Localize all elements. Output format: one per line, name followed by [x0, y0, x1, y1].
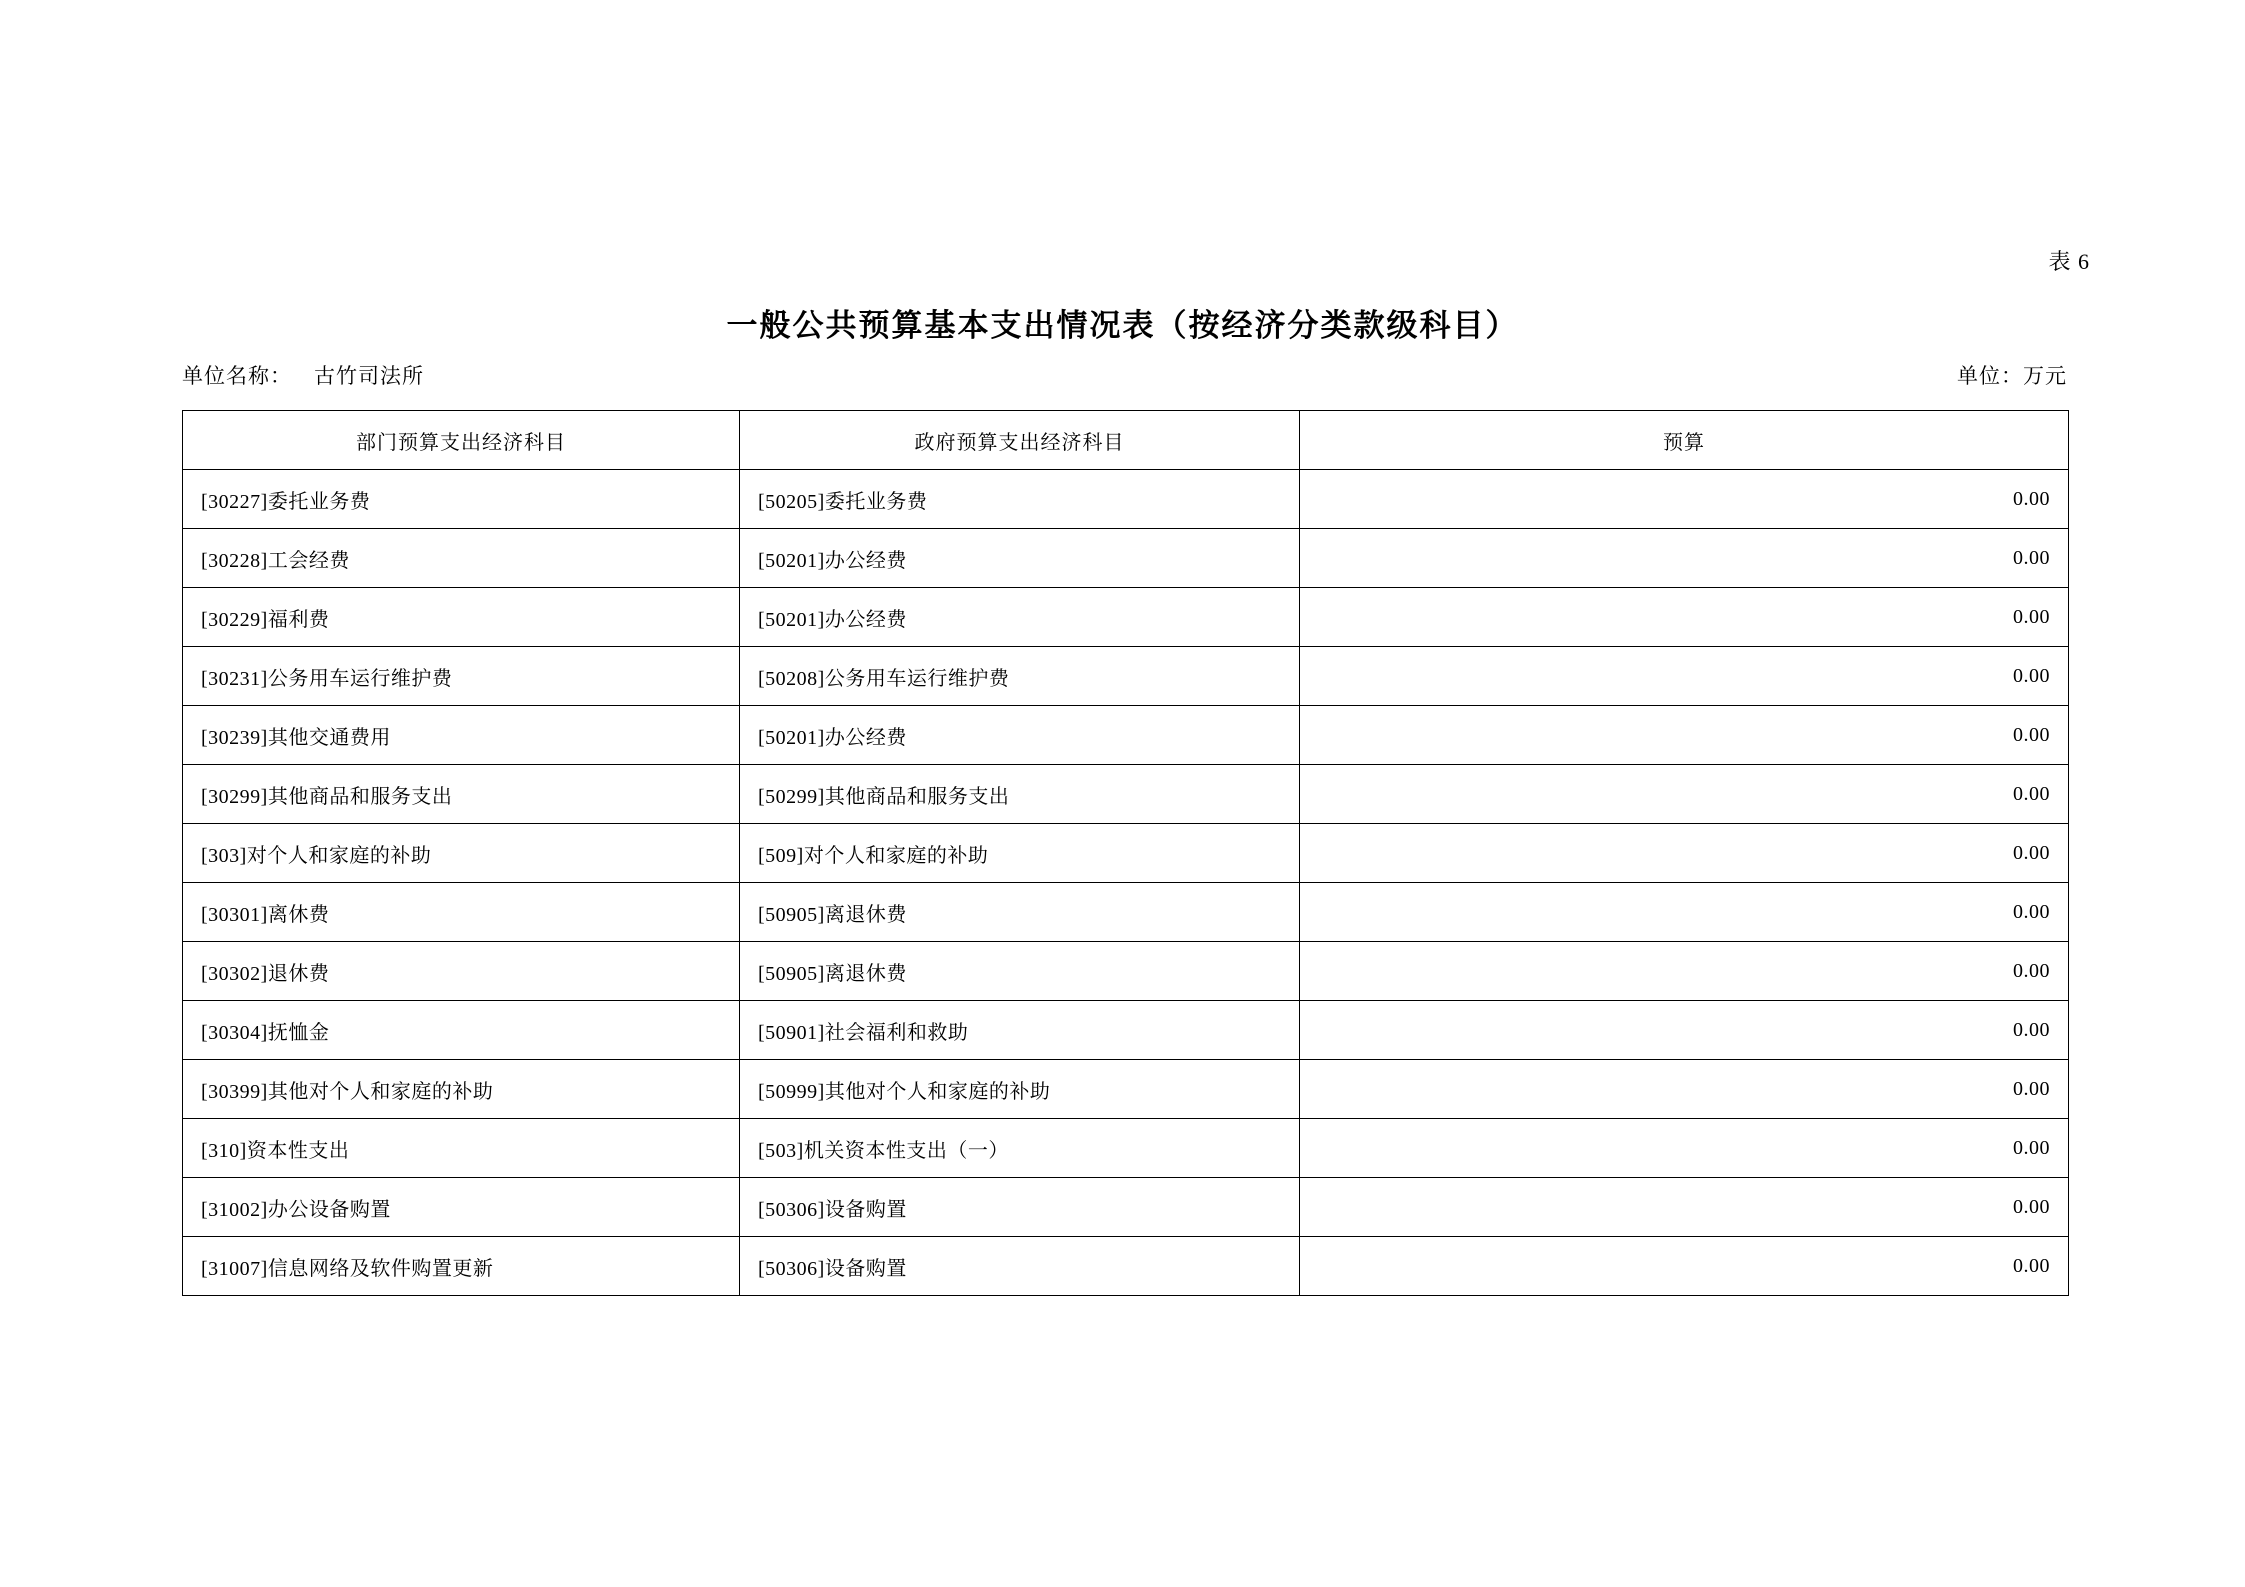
cell-gov-subject: [50299]其他商品和服务支出	[740, 765, 1300, 824]
table-row	[183, 1178, 2069, 1237]
cell-budget-amount: 0.00	[1300, 942, 2069, 1001]
table-row	[183, 765, 2069, 824]
cell-budget-amount: 0.00	[1300, 647, 2069, 706]
cell-dept-subject: [30304]抚恤金	[183, 1001, 740, 1060]
cell-gov-subject: [50999]其他对个人和家庭的补助	[740, 1060, 1300, 1119]
document-meta	[182, 360, 2067, 390]
sheet-label: 表 6	[2048, 249, 2090, 274]
cell-budget-amount: 0.00	[1300, 1237, 2069, 1296]
cell-gov-subject: [503]机关资本性支出（一）	[740, 1119, 1300, 1178]
column-header-budget: 预算	[1300, 411, 2069, 470]
cell-budget-amount: 0.00	[1300, 529, 2069, 588]
table-row	[183, 1060, 2069, 1119]
table-header-row	[183, 411, 2069, 470]
table-row	[183, 824, 2069, 883]
cell-dept-subject: [30227]委托业务费	[183, 470, 740, 529]
cell-dept-subject: [30299]其他商品和服务支出	[183, 765, 740, 824]
table-row	[183, 942, 2069, 1001]
cell-gov-subject: [50201]办公经费	[740, 529, 1300, 588]
cell-gov-subject: [50208]公务用车运行维护费	[740, 647, 1300, 706]
unit-name-label: 单位名称：	[182, 364, 292, 388]
table-row	[183, 883, 2069, 942]
cell-dept-subject: [30301]离休费	[183, 883, 740, 942]
table-row	[183, 529, 2069, 588]
table-row	[183, 647, 2069, 706]
cell-dept-subject: [30231]公务用车运行维护费	[183, 647, 740, 706]
budget-table	[182, 410, 2069, 1296]
cell-budget-amount: 0.00	[1300, 470, 2069, 529]
cell-gov-subject: [50306]设备购置	[740, 1237, 1300, 1296]
column-header-gov: 政府预算支出经济科目	[740, 411, 1300, 470]
table-row	[183, 1119, 2069, 1178]
cell-budget-amount: 0.00	[1300, 706, 2069, 765]
cell-gov-subject: [50905]离退休费	[740, 942, 1300, 1001]
page-title: 一般公共预算基本支出情况表（按经济分类款级科目）	[726, 308, 1519, 343]
cell-gov-subject: [50201]办公经费	[740, 588, 1300, 647]
unit-name	[182, 360, 424, 390]
cell-gov-subject: [509]对个人和家庭的补助	[740, 824, 1300, 883]
cell-gov-subject: [50306]设备购置	[740, 1178, 1300, 1237]
cell-budget-amount: 0.00	[1300, 1060, 2069, 1119]
cell-dept-subject: [30302]退休费	[183, 942, 740, 1001]
cell-dept-subject: [31007]信息网络及软件购置更新	[183, 1237, 740, 1296]
unit-name-value: 古竹司法所	[314, 364, 424, 388]
cell-gov-subject: [50201]办公经费	[740, 706, 1300, 765]
column-header-dept: 部门预算支出经济科目	[183, 411, 740, 470]
unit-measure-label: 单位：万元	[1957, 364, 2067, 388]
table-row	[183, 470, 2069, 529]
cell-budget-amount: 0.00	[1300, 765, 2069, 824]
cell-dept-subject: [30239]其他交通费用	[183, 706, 740, 765]
table-row	[183, 1001, 2069, 1060]
cell-budget-amount: 0.00	[1300, 588, 2069, 647]
table-row	[183, 1237, 2069, 1296]
cell-dept-subject: [31002]办公设备购置	[183, 1178, 740, 1237]
cell-gov-subject: [50905]离退休费	[740, 883, 1300, 942]
cell-dept-subject: [310]资本性支出	[183, 1119, 740, 1178]
cell-dept-subject: [303]对个人和家庭的补助	[183, 824, 740, 883]
cell-budget-amount: 0.00	[1300, 1119, 2069, 1178]
cell-budget-amount: 0.00	[1300, 1001, 2069, 1060]
cell-gov-subject: [50901]社会福利和救助	[740, 1001, 1300, 1060]
cell-budget-amount: 0.00	[1300, 1178, 2069, 1237]
cell-gov-subject: [50205]委托业务费	[740, 470, 1300, 529]
cell-dept-subject: [30399]其他对个人和家庭的补助	[183, 1060, 740, 1119]
table-row	[183, 706, 2069, 765]
cell-budget-amount: 0.00	[1300, 824, 2069, 883]
cell-dept-subject: [30229]福利费	[183, 588, 740, 647]
cell-budget-amount: 0.00	[1300, 883, 2069, 942]
cell-dept-subject: [30228]工会经费	[183, 529, 740, 588]
table-row	[183, 588, 2069, 647]
